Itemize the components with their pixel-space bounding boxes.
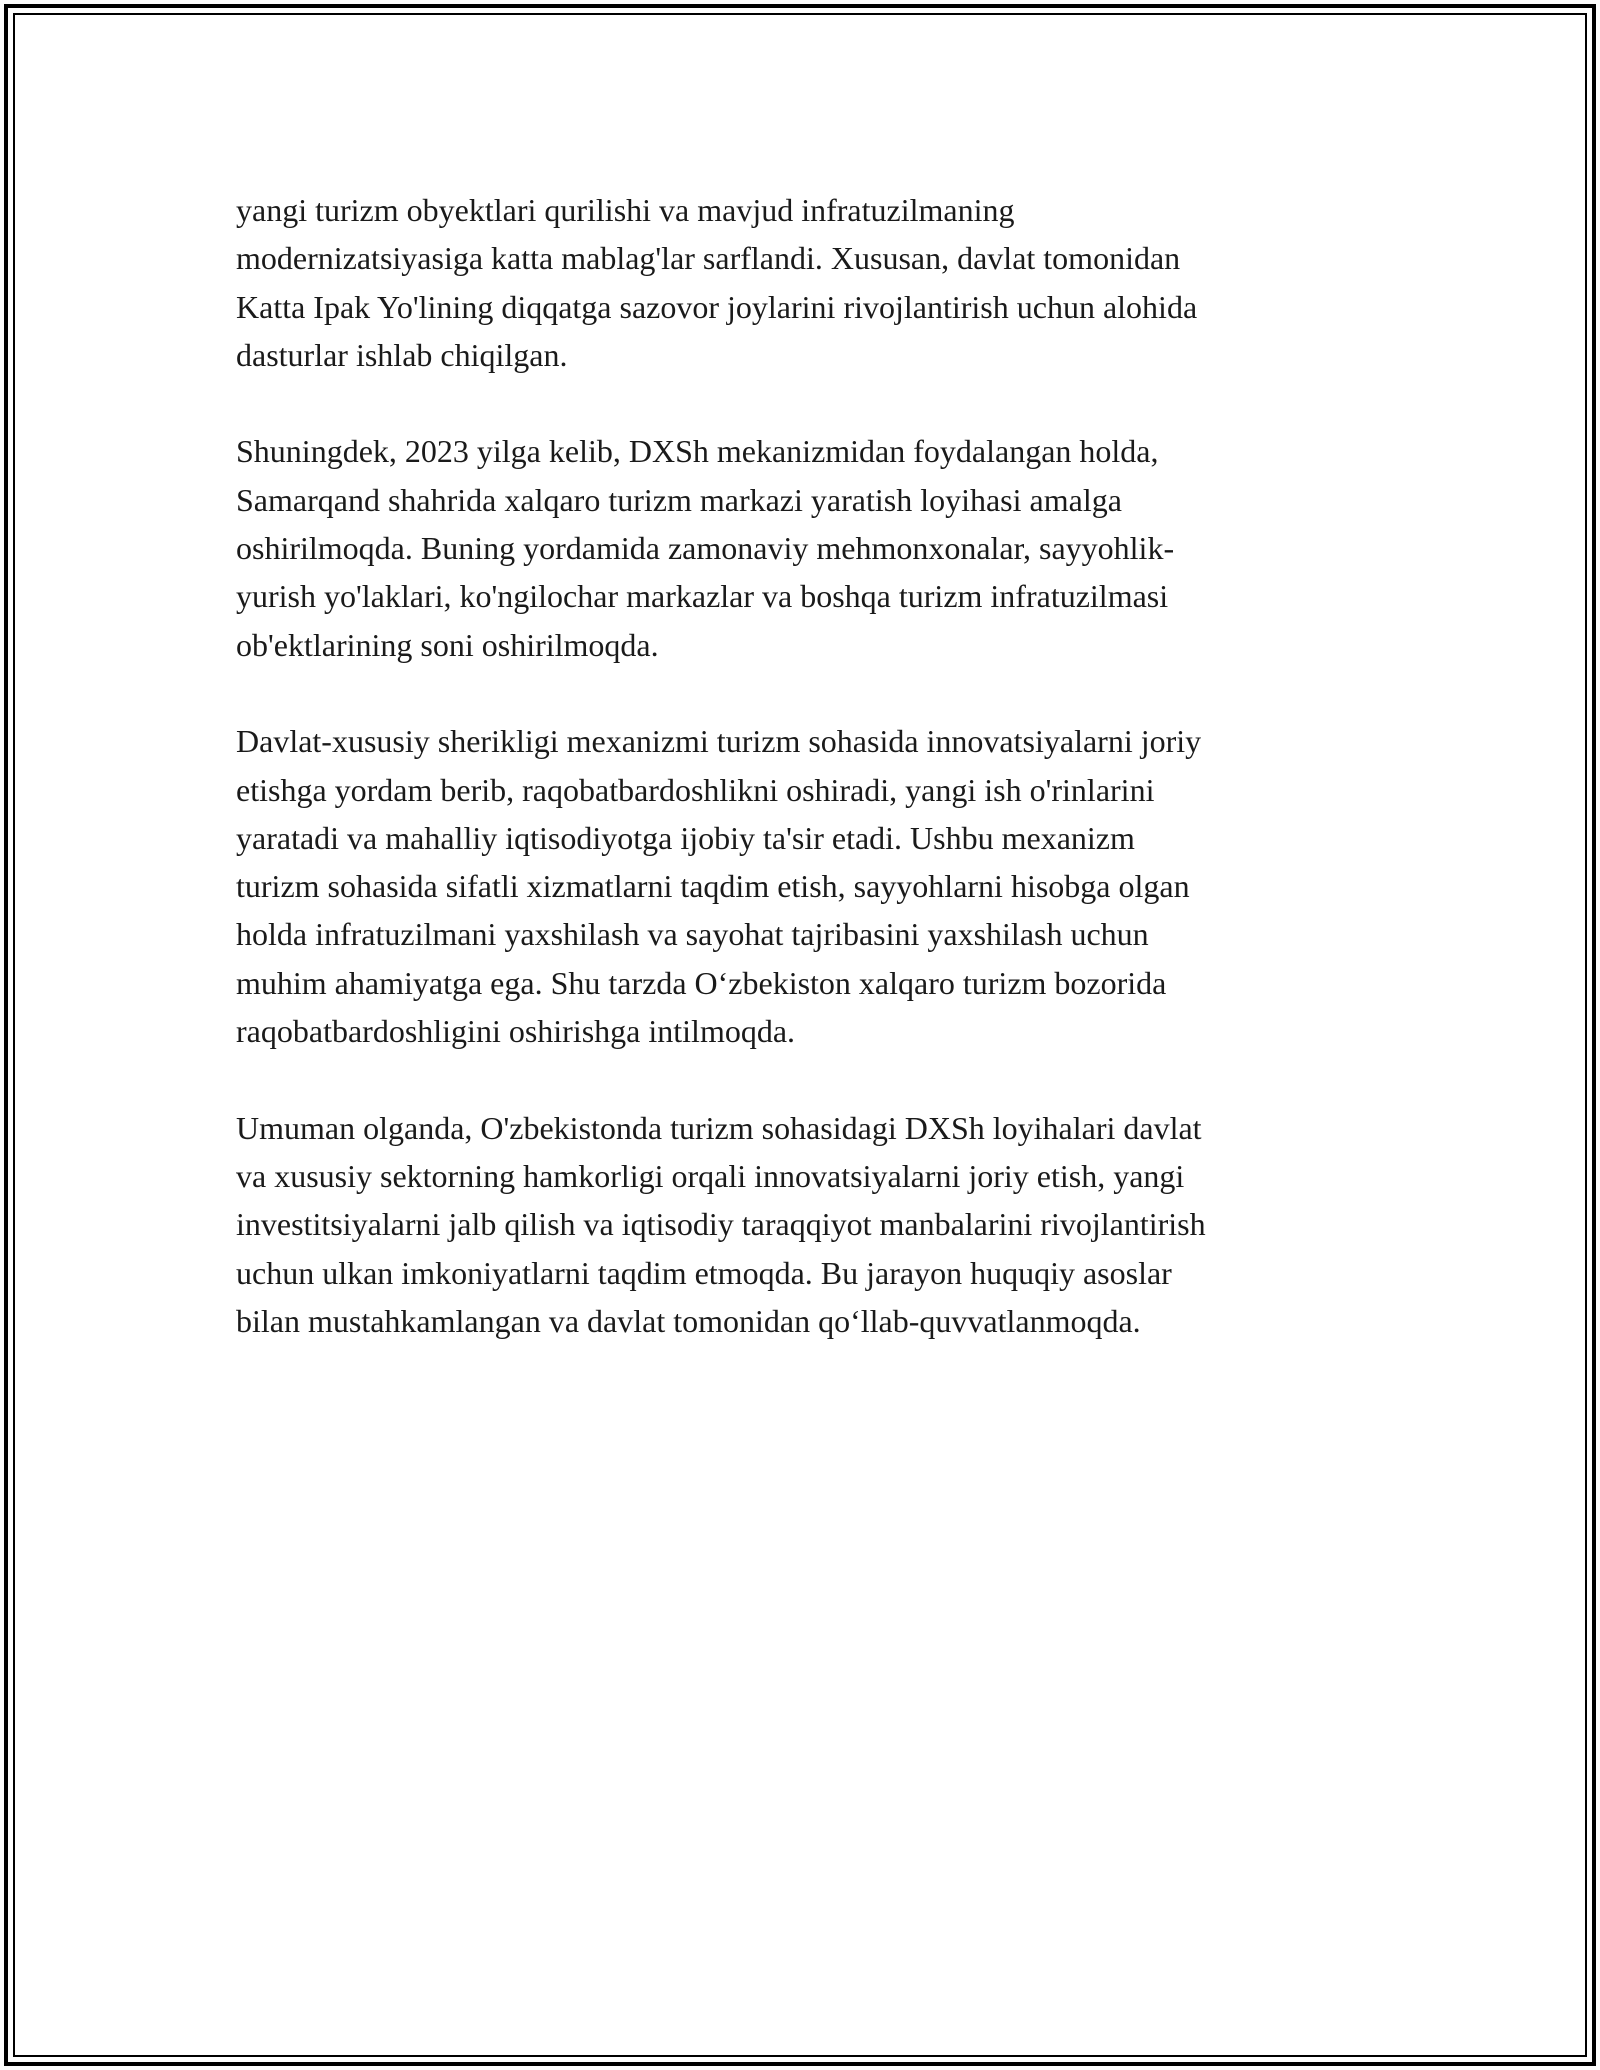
text-line: Umuman olganda, O'zbekistonda turizm sohasidagi DXSh loyihalari davlat — [236, 1109, 1202, 1146]
text-line: etishga yordam berib, raqobatbardoshlikni oshiradi, yangi ish o'rinlarini — [236, 771, 1155, 808]
text-line: investitsiyalarni jalb qilish va iqtisodiy taraqqiyot manbalarini rivojlantirish — [236, 1206, 1206, 1243]
text-line: modernizatsiyasiga katta mablag'lar sarflandi. Xususan, davlat tomonidan — [236, 240, 1181, 277]
text-line: bilan mustahkamlangan va davlat tomonidan qo‘llab-quvvatlanmoqda. — [236, 1302, 1141, 1339]
text-line: muhim ahamiyatga ega. Shu tarzda O‘zbekiston xalqaro turizm bozorida — [236, 964, 1167, 1001]
paragraph-1 — [236, 186, 1364, 379]
paragraph-4 — [236, 1104, 1364, 1345]
text-line: yangi turizm obyektlari qurilishi va mavjud infratuzilmaning — [236, 192, 1015, 228]
text-line: Shuningdek, 2023 yilga kelib, DXSh mekanizmidan foydalangan holda, — [236, 433, 1159, 470]
text-line: yaratadi va mahalliy iqtisodiyotga ijobiy ta'sir etadi. Ushbu mexanizm — [236, 819, 1135, 856]
text-line: va xususiy sektorning hamkorligi orqali innovatsiyalarni joriy etish, yangi — [236, 1157, 1185, 1194]
text-line: holda infratuzilmani yaxshilash va sayohat tajribasini yaxshilash uchun — [236, 916, 1149, 953]
text-line: yurish yo'laklari, ko'ngilochar markazlar va boshqa turizm infratuzilmasi — [236, 578, 1169, 615]
text-line: turizm sohasida sifatli xizmatlarni taqdim etish, sayyohlarni hisobga olgan — [236, 868, 1190, 905]
text-line: uchun ulkan imkoniyatlarni taqdim etmoqda. Bu jarayon huquqiy asoslar — [236, 1254, 1172, 1291]
document-body — [236, 186, 1364, 1393]
text-line: raqobatbardoshligini oshirishga intilmoqda. — [236, 1013, 796, 1050]
text-line: oshirilmoqda. Buning yordamida zamonaviy mehmonxonalar, sayyohlik- — [236, 530, 1175, 567]
text-line: dasturlar ishlab chiqilgan. — [236, 336, 568, 373]
text-line: Davlat-xususiy sherikligi mexanizmi turizm sohasida innovatsiyalarni joriy — [236, 723, 1202, 760]
text-line: Katta Ipak Yo'lining diqqatga sazovor joylarini rivojlantirish uchun alohida — [236, 288, 1198, 325]
paragraph-2 — [236, 427, 1364, 668]
text-line: ob'ektlarining soni oshirilmoqda. — [236, 626, 659, 663]
text-line: Samarqand shahrida xalqaro turizm markazi yaratish loyihasi amalga — [236, 481, 1122, 518]
paragraph-3 — [236, 717, 1364, 1055]
